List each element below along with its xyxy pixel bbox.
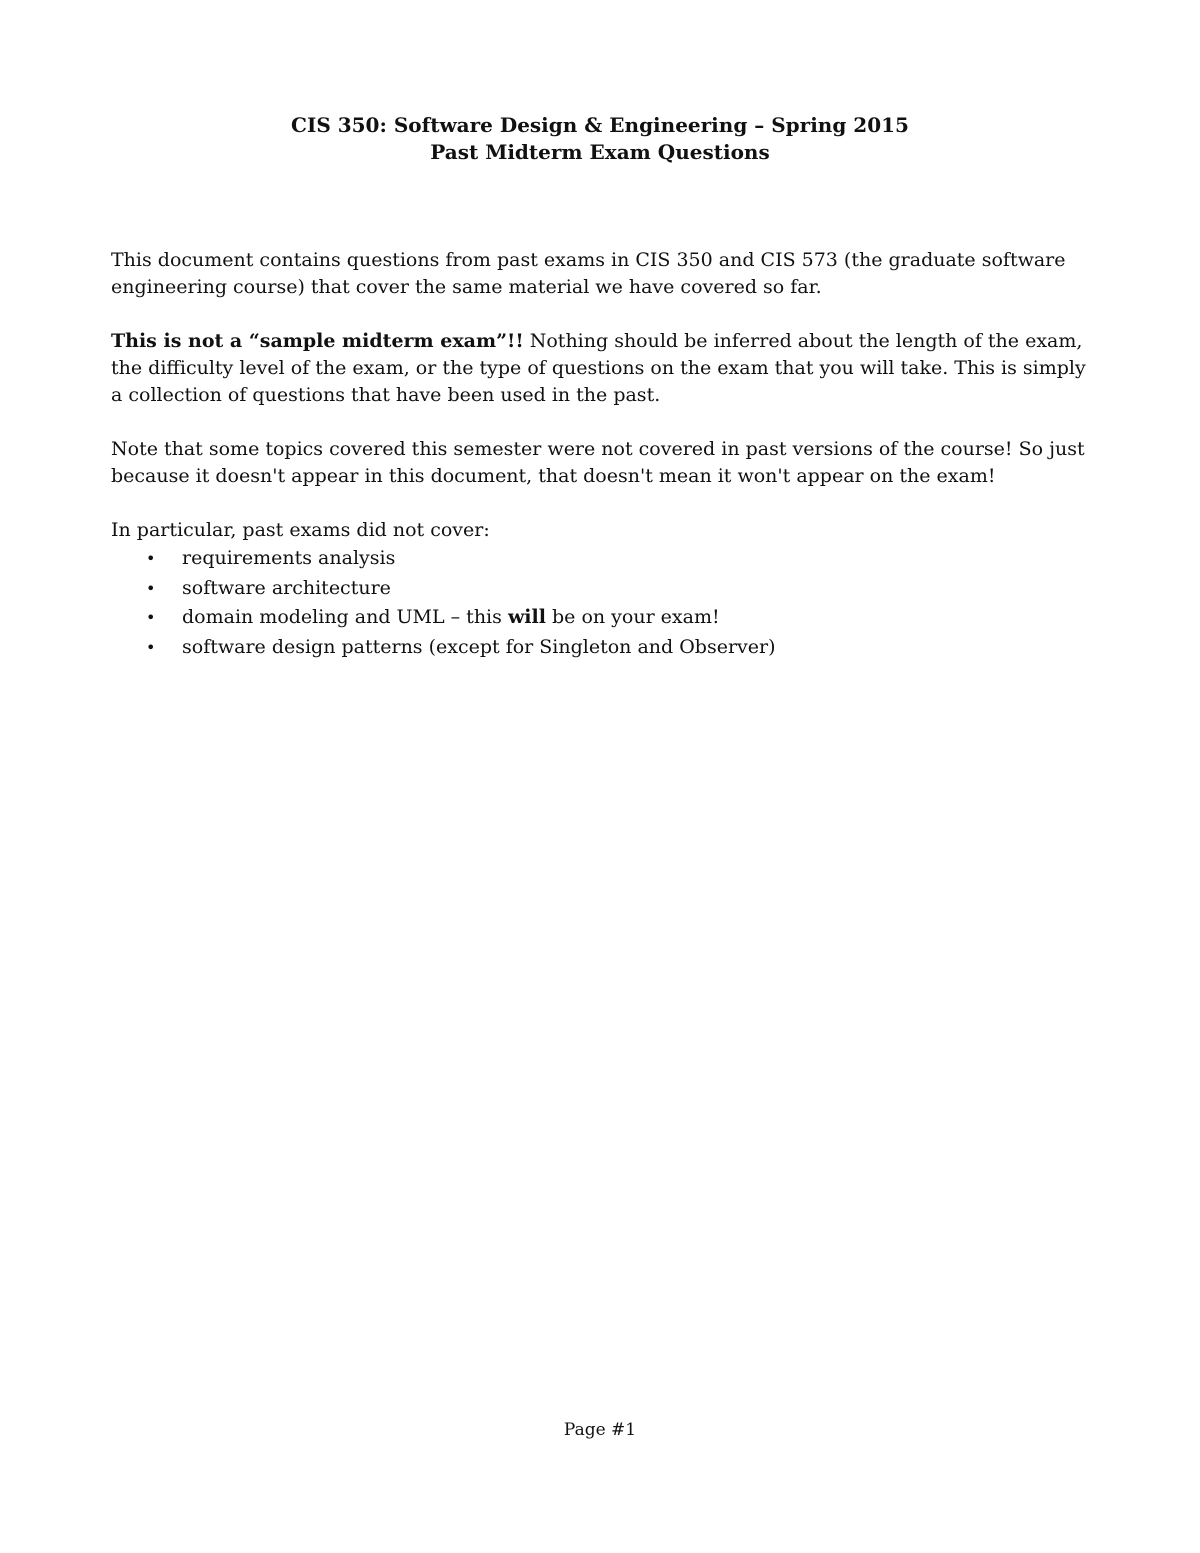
list-item: [111, 633, 1091, 663]
emphasis-will: will: [507, 606, 546, 628]
list-item-text: software architecture: [182, 576, 391, 599]
disclaimer-bold-text: This is not a “sample midterm exam”!!: [111, 330, 524, 352]
disclaimer-paragraph: [111, 328, 1091, 409]
list-item-text: [182, 606, 720, 628]
disclaimer-text: Nothing should be inferred about the length of the exam, the difficulty level of the exam, or the type of questions on the exam that you will take. This is simply a collection of questions that have been used in the past.: [111, 330, 1086, 406]
document-title: CIS 350: Software Design & Engineering – Spring 2015: [291, 113, 909, 137]
list-item-text-end: be on your exam!: [545, 606, 720, 628]
bullet-icon: •: [146, 578, 156, 598]
list-intro-paragraph: In particular, past exams did not cover:: [111, 519, 490, 541]
page-number: Page #1: [563, 1420, 637, 1440]
bullet-icon: •: [146, 549, 156, 568]
bullet-icon: •: [146, 608, 156, 627]
list-item-text: requirements analysis: [182, 547, 396, 569]
note-paragraph: Note that some topics covered this semester were not covered in past versions of the course! So just because it doesn't appear in this document, that doesn't mean it won't appear on the exam!: [111, 438, 1085, 487]
document-subtitle: Past Midterm Exam Questions: [430, 140, 770, 164]
list-item-text-start: domain modeling and UML – this: [182, 606, 508, 628]
uncovered-topics-list: [111, 544, 1091, 662]
bullet-icon: •: [146, 637, 156, 657]
document-header: [0, 112, 1200, 166]
list-item-text: software design patterns (except for Singleton and Observer): [182, 635, 776, 658]
list-item: [111, 544, 1091, 574]
list-item: [111, 603, 1091, 633]
list-item: [111, 574, 1091, 604]
document-body: [111, 247, 1091, 662]
intro-paragraph: This document contains questions from past exams in CIS 350 and CIS 573 (the graduate software engineering course) that cover the same material we have covered so far.: [111, 249, 1066, 298]
